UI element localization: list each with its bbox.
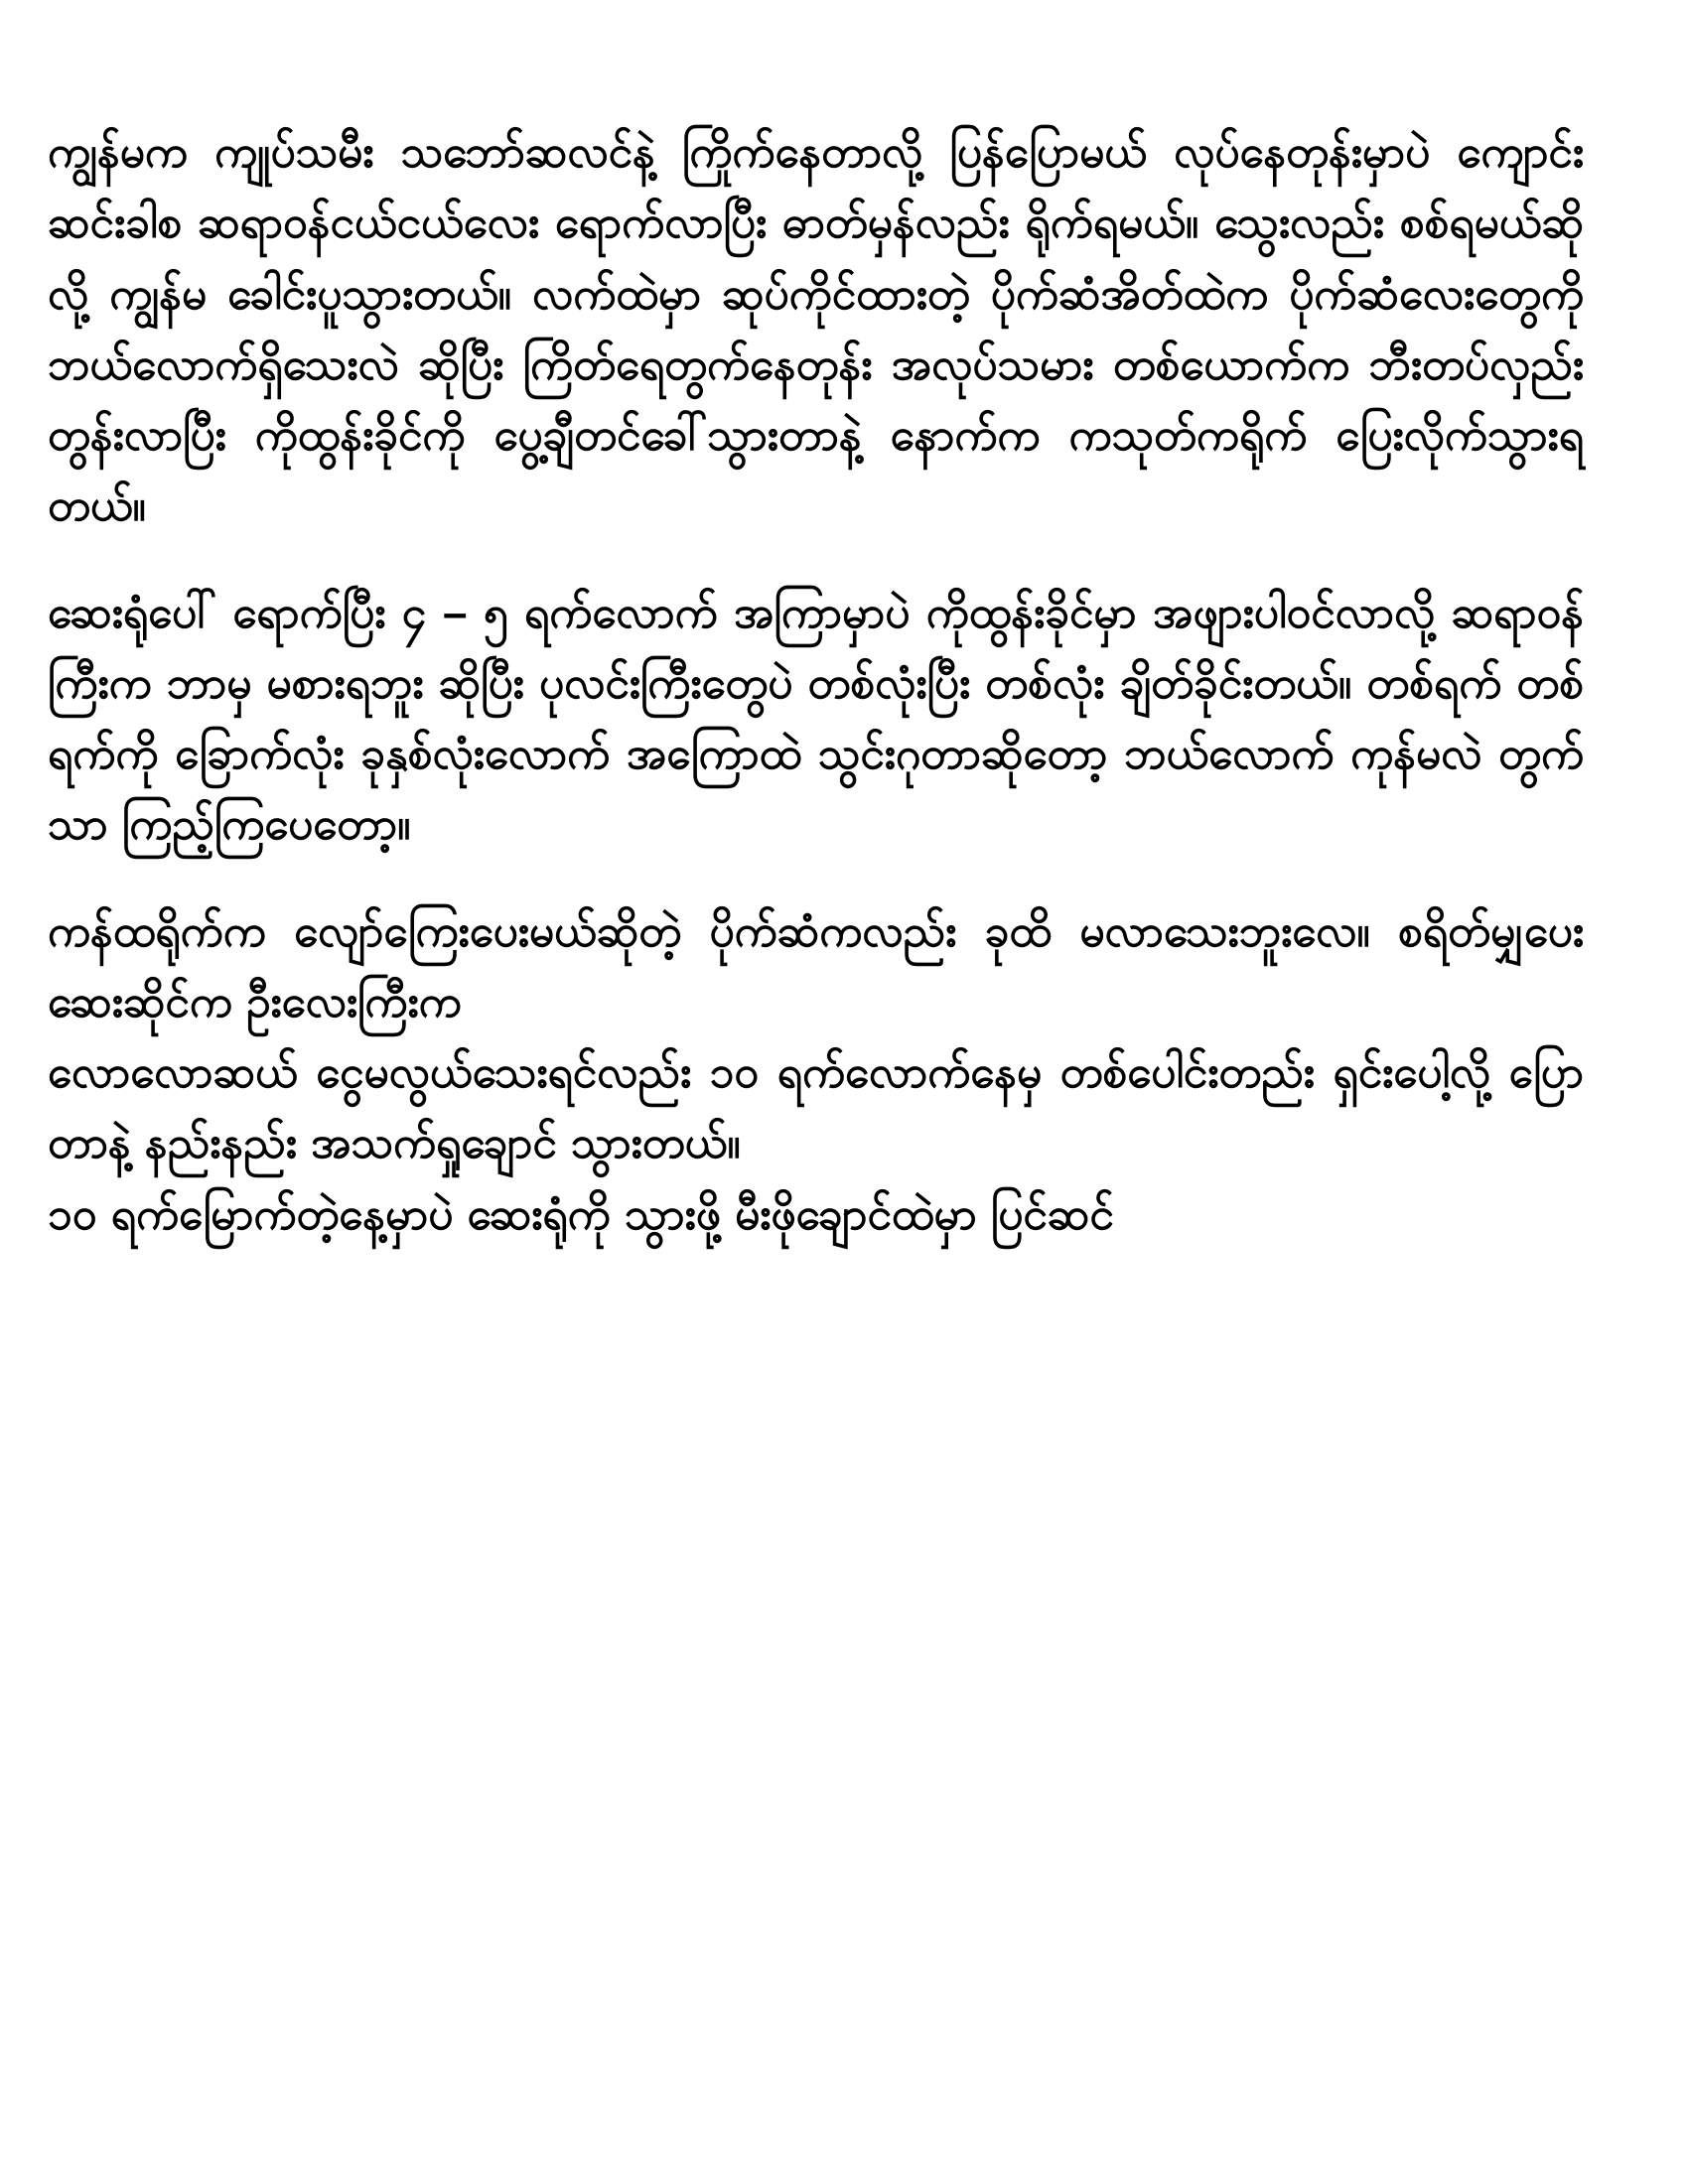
paragraph-3: ကန်ထရိုက်က လျော်ကြေးပေးမယ်ဆိုတဲ့ ပိုက်ဆံကလည်း ခုထိ မလာသေးဘူးလေ။ စရိတ်မျှပေး ဆေးဆိုင်က ဦးလေးကြီးက xyxy=(48,906,1584,1026)
paragraph-5: ၁၀ ရက်မြောက်တဲ့နေ့မှာပဲ ဆေးရုံကို သွားဖို့ မီးဖိုချောင်ထဲမှာ ပြင်ဆင် xyxy=(48,1189,1114,1239)
paragraph-2: ဆေးရုံပေါ် ရောက်ပြီး ၄ – ၅ ရက်လောက် အကြာမှာပဲ ကိုထွန်းခိုင်မှာ အဖျားပါဝင်လာလို့ ဆရာဝန်ကြီးက ဘာမှ မစားရဘူး ဆိုပြီး ပုလင်းကြီးတွေပဲ တစ်လုံးပြီး တစ်လုံး ချိတ်ခိုင်းတယ်။ တစ်ရက် တစ်ရက်ကို ခြောက်လုံး ခုနှစ်လုံးလောက် အကြောထဲ သွင်းဂုတာဆိုတော့ ဘယ်လောက် ကုန်မလဲ တွက်သာ ကြည့်ကြပေတော့။ xyxy=(48,588,1584,850)
paragraph-4: လောလောဆယ် ငွေမလွယ်သေးရင်လည်း ၁၀ ရက်လောက်နေမှ တစ်ပေါင်းတည်း ရှင်းပေါ့လို့ ပြောတာနဲ့ နည်းနည်း အသက်ရှုချောင် သွားတယ်။ xyxy=(48,1048,1584,1168)
paragraph-1: ကျွန်မက ကျုပ်သမီး သဘော်ဆလင်နဲ့ ကြိုက်နေတာလို့ ပြန်ပြောမယ် လုပ်နေတုန်းမှာပဲ ကျောင်းဆင်းခါစ ဆရာဝန်ငယ်ငယ်လေး ရောက်လာပြီး ဓာတ်မှန်လည်း ရိုက်ရမယ်။ သွေးလည်း စစ်ရမယ်ဆိုလို့ ကျွန်မ ခေါင်းပူသွားတယ်။ လက်ထဲမှာ ဆုပ်ကိုင်ထားတဲ့ ပိုက်ဆံအိတ်ထဲက ပိုက်ဆံလေးတွေကို ဘယ်လောက်ရှိသေးလဲ ဆိုပြီး ကြိတ်ရေတွက်နေတုန်း အလုပ်သမား တစ်ယောက်က ဘီးတပ်လှည်းတွန်းလာပြီး ကိုထွန်းခိုင်ကို ပွေ့ချီတင်ခေါ်သွားတာနဲ့ နောက်က ကသုတ်ကရိုက် ပြေးလိုက်သွားရတယ်။ xyxy=(48,128,1584,531)
